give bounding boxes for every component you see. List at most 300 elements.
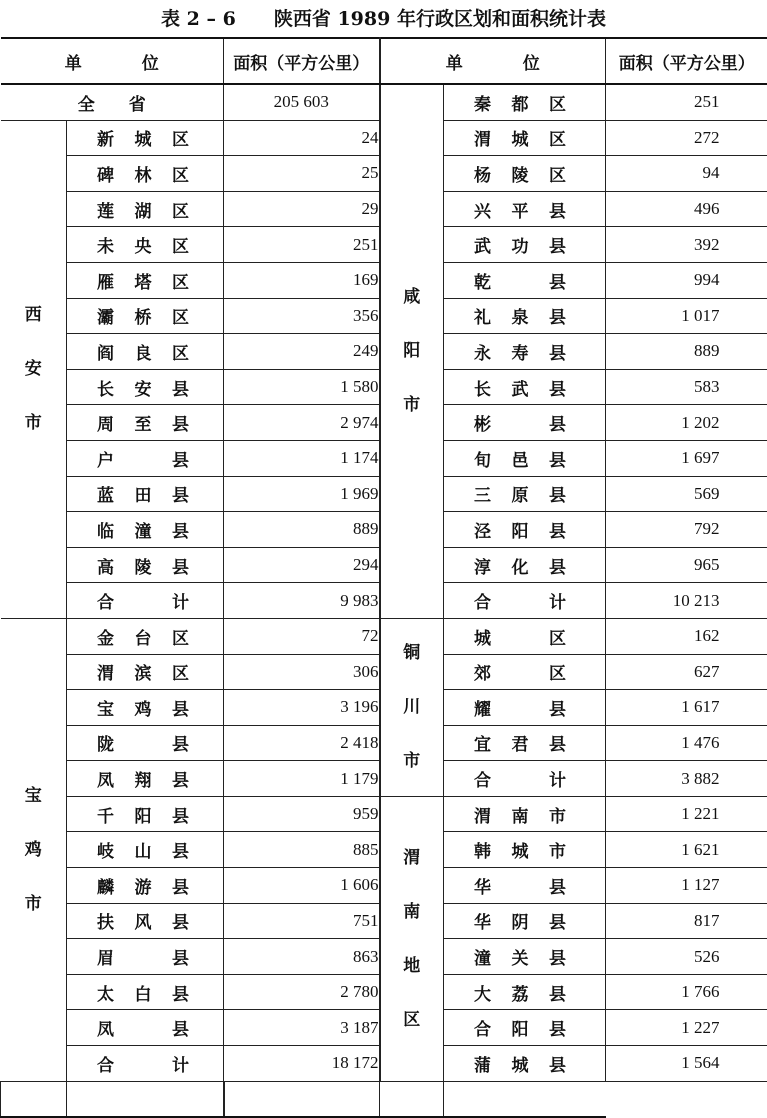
unit-name-char: 县 (549, 1051, 566, 1076)
unit-name-char: 秦 (474, 90, 491, 115)
unit-name-char: 长 (474, 375, 491, 400)
unit-name-char: 大 (474, 980, 491, 1005)
unit-name-char: 央 (135, 232, 152, 257)
unit-name-char: 县 (172, 446, 189, 471)
unit-name-char: 阳 (512, 1015, 529, 1040)
right-area-value: 1 017 (606, 298, 767, 334)
right-unit-name (444, 227, 606, 263)
right-area-value: 994 (606, 262, 767, 298)
unit-name-char: 千 (97, 802, 114, 827)
unit-name-char: 太 (97, 980, 114, 1005)
unit-name-chars (474, 339, 566, 364)
unit-name-chars (474, 161, 566, 186)
unit-name-char: 县 (172, 481, 189, 506)
unit-name-chars (97, 375, 189, 400)
unit-name-char: 周 (97, 410, 114, 435)
unit-name-char: 县 (172, 1015, 189, 1040)
unit-name-chars (97, 517, 189, 542)
unit-name-char: 阎 (97, 339, 114, 364)
unit-name-char: 区 (172, 624, 189, 649)
unit-name-chars (97, 125, 189, 150)
unit-name-char: 关 (512, 944, 529, 969)
unit-name-char: 合 (97, 588, 114, 613)
right-area-value: 1 227 (606, 1010, 767, 1046)
right-unit-name (444, 832, 606, 868)
unit-name-char: 莲 (97, 197, 114, 222)
right-area-value: 94 (606, 156, 767, 192)
unit-name-char: 都 (512, 90, 529, 115)
right-area-value: 162 (606, 618, 767, 654)
right-area-value: 1 621 (606, 832, 767, 868)
unit-name-char: 武 (474, 232, 491, 257)
unit-name-char: 合 (474, 588, 491, 613)
unit-name-char: 高 (97, 553, 114, 578)
left-area-value: 2 974 (224, 405, 380, 441)
unit-name-chars (97, 232, 189, 257)
right-unit-name (444, 725, 606, 761)
unit-name-char: 寿 (512, 339, 529, 364)
unit-name-char: 金 (97, 624, 114, 649)
unit-name-char: 县 (549, 446, 566, 471)
right-area-value: 1 476 (606, 725, 767, 761)
right-area-value: 526 (606, 939, 767, 975)
unit-name-char: 蓝 (97, 481, 114, 506)
left-area-value: 863 (224, 939, 380, 975)
unit-name-char: 岐 (97, 837, 114, 862)
left-area-value: 18 172 (224, 1046, 380, 1082)
unit-name-char: 县 (172, 375, 189, 400)
right-unit-name (444, 547, 606, 583)
unit-name-char: 县 (172, 980, 189, 1005)
unit-name-char: 计 (172, 588, 189, 613)
unit-name-char: 淳 (474, 553, 491, 578)
unit-name-char: 旬 (474, 446, 491, 471)
unit-name-char: 计 (549, 588, 566, 613)
unit-name-char: 县 (549, 908, 566, 933)
unit-name-char: 区 (549, 161, 566, 186)
left-area-value: 72 (224, 618, 380, 654)
unit-name-chars (97, 1015, 189, 1040)
left-area-value: 251 (224, 227, 380, 263)
unit-name-char: 县 (172, 730, 189, 755)
header-unit-right: 单 位 (380, 38, 606, 84)
left-unit-name (67, 725, 224, 761)
left-unit-name (67, 156, 224, 192)
right-unit-name (444, 262, 606, 298)
left-unit-name (67, 832, 224, 868)
left-unit-name (67, 440, 224, 476)
unit-name-chars (97, 980, 189, 1005)
unit-name-char: 风 (135, 908, 152, 933)
right-unit-name (444, 191, 606, 227)
unit-name-char: 区 (172, 268, 189, 293)
unit-name-char: 城 (135, 125, 152, 150)
right-unit-name (444, 512, 606, 548)
unit-name-char: 君 (512, 730, 529, 755)
right-unit-name (444, 405, 606, 441)
left-unit-name (67, 547, 224, 583)
unit-name-char: 阳 (512, 517, 529, 542)
unit-name-chars (97, 446, 189, 471)
unit-name-char: 杨 (474, 161, 491, 186)
right-area-value: 792 (606, 512, 767, 548)
unit-name-char: 凤 (97, 1015, 114, 1040)
unit-name-chars (474, 268, 566, 293)
unit-name-char: 彬 (474, 410, 491, 435)
unit-name-chars (474, 873, 566, 898)
unit-name-chars (474, 481, 566, 506)
unit-name-char: 林 (135, 161, 152, 186)
unit-name-chars (97, 837, 189, 862)
right-unit-name (444, 84, 606, 120)
unit-name-chars (474, 125, 566, 150)
table-row (1, 618, 767, 654)
unit-name-char: 县 (172, 766, 189, 791)
unit-name-chars (97, 197, 189, 222)
unit-name-char: 城 (512, 125, 529, 150)
unit-name-chars (97, 766, 189, 791)
unit-name-char: 县 (549, 1015, 566, 1040)
unit-name-chars (474, 197, 566, 222)
unit-name-chars (474, 517, 566, 542)
left-unit-name (67, 191, 224, 227)
unit-name-char: 渭 (474, 125, 491, 150)
table-row (1, 84, 767, 120)
unit-name-char: 县 (172, 908, 189, 933)
header-area-right: 面积（平方公里） (606, 38, 767, 84)
unit-name-char: 县 (549, 410, 566, 435)
unit-name-char: 县 (549, 873, 566, 898)
unit-name-char: 区 (549, 659, 566, 684)
unit-name-char: 华 (474, 873, 491, 898)
unit-name-char: 县 (549, 553, 566, 578)
unit-name-char: 泾 (474, 517, 491, 542)
unit-name-char: 田 (135, 481, 152, 506)
unit-name-char: 良 (135, 339, 152, 364)
left-area-value: 29 (224, 191, 380, 227)
unit-name-char: 台 (135, 624, 152, 649)
left-unit-name (67, 262, 224, 298)
left-area-value: 1 606 (224, 868, 380, 904)
unit-name-char: 华 (474, 908, 491, 933)
unit-name-char: 县 (549, 944, 566, 969)
unit-name-chars (474, 446, 566, 471)
city-label-xian: 西 安 市 (1, 120, 67, 618)
table-number: 表 2 – 6 (161, 8, 236, 30)
left-unit-name (67, 1010, 224, 1046)
right-empty-city (224, 1081, 380, 1117)
left-unit-name (67, 796, 224, 832)
left-area-value: 24 (224, 120, 380, 156)
unit-name-char: 碑 (97, 161, 114, 186)
unit-name-char: 翔 (135, 766, 152, 791)
left-empty-name (1, 1081, 67, 1117)
unit-name-char: 湖 (135, 197, 152, 222)
right-area-value: 392 (606, 227, 767, 263)
left-area-value: 885 (224, 832, 380, 868)
unit-name-chars (97, 553, 189, 578)
unit-name-char: 安 (135, 375, 152, 400)
right-area-value: 272 (606, 120, 767, 156)
unit-name-char: 城 (512, 1051, 529, 1076)
table-caption: 陕西省 1989 年行政区划和面积统计表 (274, 8, 606, 30)
province-total-label: 全 省 (1, 84, 224, 120)
right-area-value: 1 697 (606, 440, 767, 476)
unit-name-char: 南 (512, 802, 529, 827)
unit-name-char: 三 (474, 481, 491, 506)
left-unit-name (67, 405, 224, 441)
left-unit-name (67, 654, 224, 690)
left-unit-name (67, 369, 224, 405)
unit-name-char: 市 (549, 802, 566, 827)
unit-name-chars (474, 766, 566, 791)
unit-name-char: 功 (512, 232, 529, 257)
unit-name-chars (97, 624, 189, 649)
unit-name-chars (97, 908, 189, 933)
unit-name-char: 耀 (474, 695, 491, 720)
city-label-xianyang: 咸 阳 市 (380, 84, 444, 618)
unit-name-char: 县 (549, 339, 566, 364)
header-row (1, 38, 767, 84)
unit-name-chars (97, 730, 189, 755)
unit-name-char: 山 (135, 837, 152, 862)
city-label-weinan: 渭 南 地 区 (380, 796, 444, 1081)
left-area-value: 959 (224, 796, 380, 832)
right-unit-name (444, 618, 606, 654)
unit-name-char: 滨 (135, 659, 152, 684)
unit-name-chars (97, 1051, 189, 1076)
unit-name-char: 阴 (512, 908, 529, 933)
left-unit-name (67, 1046, 224, 1082)
left-area-value: 3 196 (224, 690, 380, 726)
table-row (1, 1081, 767, 1117)
right-area-value: 1 221 (606, 796, 767, 832)
unit-name-char: 邑 (512, 446, 529, 471)
unit-name-chars (474, 944, 566, 969)
unit-name-char: 城 (512, 837, 529, 862)
right-unit-name (444, 298, 606, 334)
unit-name-chars (474, 375, 566, 400)
unit-name-char: 县 (549, 268, 566, 293)
unit-name-char: 县 (549, 197, 566, 222)
right-area-value: 251 (606, 84, 767, 120)
unit-name-char: 县 (549, 232, 566, 257)
unit-name-char: 县 (172, 695, 189, 720)
right-unit-name (444, 690, 606, 726)
unit-name-chars (474, 1015, 566, 1040)
right-unit-name (444, 1046, 606, 1082)
unit-name-char: 新 (97, 125, 114, 150)
unit-name-char: 县 (172, 517, 189, 542)
unit-name-char: 乾 (474, 268, 491, 293)
unit-name-char: 荔 (512, 980, 529, 1005)
left-area-value: 294 (224, 547, 380, 583)
unit-name-char: 潼 (135, 517, 152, 542)
unit-name-chars (474, 659, 566, 684)
unit-name-char: 扶 (97, 908, 114, 933)
unit-name-char: 永 (474, 339, 491, 364)
left-area-value: 249 (224, 334, 380, 370)
right-unit-name (444, 120, 606, 156)
unit-name-char: 阳 (135, 802, 152, 827)
left-area-value: 3 187 (224, 1010, 380, 1046)
right-unit-name (444, 334, 606, 370)
header-unit-left: 单 位 (1, 38, 224, 84)
unit-name-char: 县 (172, 837, 189, 862)
unit-name-char: 县 (549, 303, 566, 328)
unit-name-chars (97, 161, 189, 186)
unit-name-chars (97, 802, 189, 827)
unit-name-char: 雁 (97, 268, 114, 293)
unit-name-char: 区 (172, 161, 189, 186)
unit-name-char: 区 (172, 125, 189, 150)
unit-name-char: 县 (549, 980, 566, 1005)
unit-name-char: 白 (135, 980, 152, 1005)
unit-name-char: 计 (549, 766, 566, 791)
unit-name-char: 县 (172, 873, 189, 898)
left-area-value: 889 (224, 512, 380, 548)
unit-name-chars (474, 837, 566, 862)
unit-name-char: 合 (97, 1051, 114, 1076)
left-area-value: 1 580 (224, 369, 380, 405)
left-unit-name (67, 761, 224, 797)
unit-name-chars (474, 410, 566, 435)
unit-name-chars (474, 980, 566, 1005)
unit-name-char: 长 (97, 375, 114, 400)
unit-name-char: 渭 (474, 802, 491, 827)
left-empty-value (67, 1081, 224, 1117)
left-unit-name (67, 583, 224, 619)
left-area-value: 169 (224, 262, 380, 298)
unit-name-char: 区 (172, 232, 189, 257)
right-area-value: 627 (606, 654, 767, 690)
unit-name-char: 陇 (97, 730, 114, 755)
unit-name-chars (97, 303, 189, 328)
left-area-value: 2 418 (224, 725, 380, 761)
unit-name-char: 平 (512, 197, 529, 222)
unit-name-chars (97, 268, 189, 293)
city-label-baoji: 宝 鸡 市 (1, 618, 67, 1081)
right-unit-name (444, 868, 606, 904)
unit-name-char: 县 (172, 553, 189, 578)
table-row (1, 796, 767, 832)
right-unit-name (444, 939, 606, 975)
left-area-value: 751 (224, 903, 380, 939)
right-unit-name (444, 369, 606, 405)
right-area-value: 569 (606, 476, 767, 512)
unit-name-chars (474, 1051, 566, 1076)
unit-name-chars (97, 659, 189, 684)
unit-name-char: 陵 (512, 161, 529, 186)
unit-name-char: 麟 (97, 873, 114, 898)
unit-name-char: 蒲 (474, 1051, 491, 1076)
unit-name-char: 泉 (512, 303, 529, 328)
unit-name-char: 县 (549, 730, 566, 755)
right-empty-value (444, 1081, 606, 1117)
right-area-value: 889 (606, 334, 767, 370)
unit-name-chars (97, 481, 189, 506)
left-unit-name (67, 618, 224, 654)
unit-name-chars (97, 695, 189, 720)
unit-name-char: 至 (135, 410, 152, 435)
left-unit-name (67, 939, 224, 975)
unit-name-char: 计 (172, 1051, 189, 1076)
left-unit-name (67, 334, 224, 370)
unit-name-char: 区 (549, 90, 566, 115)
province-total-value: 205 603 (224, 84, 380, 120)
right-area-value: 1 564 (606, 1046, 767, 1082)
right-area-value: 1 766 (606, 974, 767, 1010)
unit-name-char: 宜 (474, 730, 491, 755)
unit-name-char: 区 (172, 197, 189, 222)
unit-name-char: 县 (549, 375, 566, 400)
right-area-value: 496 (606, 191, 767, 227)
unit-name-char: 化 (512, 553, 529, 578)
unit-name-chars (97, 588, 189, 613)
left-unit-name (67, 690, 224, 726)
right-area-value: 10 213 (606, 583, 767, 619)
right-area-value: 817 (606, 903, 767, 939)
unit-name-char: 灞 (97, 303, 114, 328)
right-area-value: 583 (606, 369, 767, 405)
left-area-value: 9 983 (224, 583, 380, 619)
unit-name-char: 城 (474, 624, 491, 649)
unit-name-char: 区 (549, 125, 566, 150)
unit-name-char: 郊 (474, 659, 491, 684)
unit-name-char: 韩 (474, 837, 491, 862)
unit-name-char: 武 (512, 375, 529, 400)
unit-name-char: 桥 (135, 303, 152, 328)
unit-name-char: 临 (97, 517, 114, 542)
unit-name-chars (474, 303, 566, 328)
unit-name-char: 合 (474, 1015, 491, 1040)
left-area-value: 25 (224, 156, 380, 192)
left-area-value: 1 179 (224, 761, 380, 797)
unit-name-char: 潼 (474, 944, 491, 969)
unit-name-char: 鸡 (135, 695, 152, 720)
unit-name-chars (474, 588, 566, 613)
unit-name-char: 县 (549, 517, 566, 542)
unit-name-char: 渭 (97, 659, 114, 684)
unit-name-chars (97, 873, 189, 898)
right-empty-name (380, 1081, 444, 1117)
left-unit-name (67, 227, 224, 263)
unit-name-char: 区 (172, 303, 189, 328)
right-unit-name (444, 654, 606, 690)
unit-name-chars (474, 90, 566, 115)
unit-name-char: 县 (172, 802, 189, 827)
unit-name-char: 县 (172, 410, 189, 435)
unit-name-char: 县 (172, 944, 189, 969)
unit-name-chars (474, 553, 566, 578)
unit-name-chars (474, 908, 566, 933)
right-unit-name (444, 156, 606, 192)
right-unit-name (444, 440, 606, 476)
unit-name-char: 户 (97, 446, 114, 471)
unit-name-char: 兴 (474, 197, 491, 222)
left-area-value: 2 780 (224, 974, 380, 1010)
unit-name-char: 原 (512, 481, 529, 506)
unit-name-char: 县 (549, 695, 566, 720)
unit-name-char: 游 (135, 873, 152, 898)
unit-name-chars (474, 802, 566, 827)
table-title (0, 6, 767, 32)
right-area-value: 1 127 (606, 868, 767, 904)
left-unit-name (67, 868, 224, 904)
left-area-value: 356 (224, 298, 380, 334)
unit-name-char: 凤 (97, 766, 114, 791)
header-area-left: 面积（平方公里） (224, 38, 380, 84)
